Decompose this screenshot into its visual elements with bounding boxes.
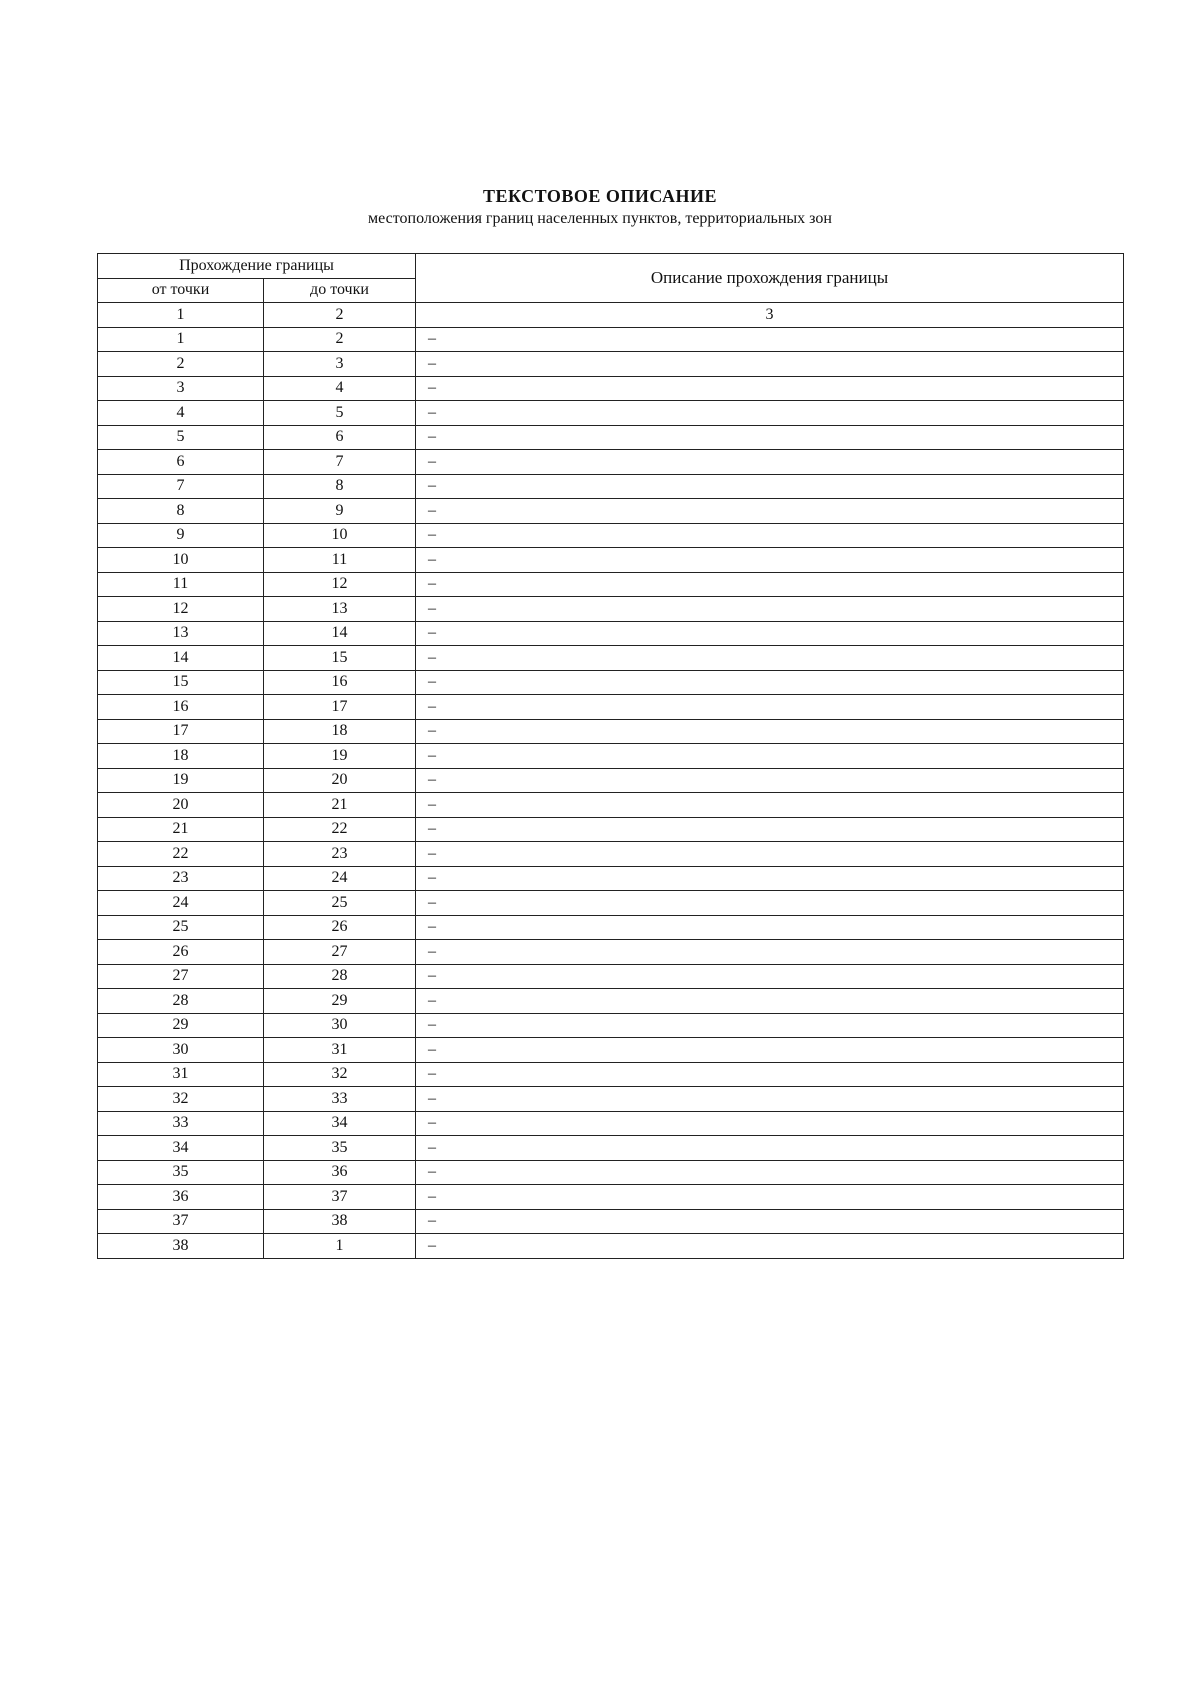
to-point-cell: 24 xyxy=(264,866,416,891)
from-point-cell: 15 xyxy=(98,670,264,695)
from-point-cell: 28 xyxy=(98,989,264,1014)
description-cell: – xyxy=(416,891,1124,916)
to-point-cell: 13 xyxy=(264,597,416,622)
description-cell: – xyxy=(416,450,1124,475)
description-cell: – xyxy=(416,401,1124,426)
to-point-cell: 1 xyxy=(264,1234,416,1259)
to-point-cell: 26 xyxy=(264,915,416,940)
to-point-cell: 2 xyxy=(264,327,416,352)
to-point-cell: 27 xyxy=(264,940,416,965)
description-cell: – xyxy=(416,621,1124,646)
table-row xyxy=(98,425,1124,450)
description-cell: – xyxy=(416,940,1124,965)
table-row xyxy=(98,621,1124,646)
description-cell: – xyxy=(416,376,1124,401)
description-cell: – xyxy=(416,597,1124,622)
description-cell: – xyxy=(416,1209,1124,1234)
table-row xyxy=(98,352,1124,377)
to-point-cell: 34 xyxy=(264,1111,416,1136)
col-number-2: 2 xyxy=(264,303,416,328)
description-cell: – xyxy=(416,842,1124,867)
from-point-cell: 6 xyxy=(98,450,264,475)
description-cell: – xyxy=(416,793,1124,818)
description-cell: – xyxy=(416,866,1124,891)
from-point-cell: 36 xyxy=(98,1185,264,1210)
from-point-cell: 4 xyxy=(98,401,264,426)
table-row xyxy=(98,719,1124,744)
from-point-cell: 14 xyxy=(98,646,264,671)
description-cell: – xyxy=(416,1136,1124,1161)
table-row xyxy=(98,891,1124,916)
from-point-cell: 19 xyxy=(98,768,264,793)
from-point-cell: 38 xyxy=(98,1234,264,1259)
to-point-cell: 15 xyxy=(264,646,416,671)
col-header-from-point: от точки xyxy=(98,278,264,303)
table-row xyxy=(98,1038,1124,1063)
table-row xyxy=(98,1185,1124,1210)
col-number-3: 3 xyxy=(416,303,1124,328)
table-row xyxy=(98,768,1124,793)
to-point-cell: 6 xyxy=(264,425,416,450)
to-point-cell: 17 xyxy=(264,695,416,720)
to-point-cell: 29 xyxy=(264,989,416,1014)
from-point-cell: 23 xyxy=(98,866,264,891)
from-point-cell: 5 xyxy=(98,425,264,450)
to-point-cell: 22 xyxy=(264,817,416,842)
description-cell: – xyxy=(416,1013,1124,1038)
from-point-cell: 35 xyxy=(98,1160,264,1185)
to-point-cell: 32 xyxy=(264,1062,416,1087)
description-cell: – xyxy=(416,1087,1124,1112)
table-row xyxy=(98,327,1124,352)
description-cell: – xyxy=(416,817,1124,842)
table-row xyxy=(98,964,1124,989)
table-row xyxy=(98,450,1124,475)
from-point-cell: 25 xyxy=(98,915,264,940)
description-cell: – xyxy=(416,1160,1124,1185)
table-header xyxy=(98,254,1124,328)
description-cell: – xyxy=(416,964,1124,989)
table-row xyxy=(98,474,1124,499)
description-cell: – xyxy=(416,1234,1124,1259)
to-point-cell: 4 xyxy=(264,376,416,401)
table-row xyxy=(98,915,1124,940)
to-point-cell: 33 xyxy=(264,1087,416,1112)
col-header-to-point: до точки xyxy=(264,278,416,303)
document-title: ТЕКСТОВОЕ ОПИСАНИЕ xyxy=(482,186,717,206)
from-point-cell: 20 xyxy=(98,793,264,818)
description-cell: – xyxy=(416,523,1124,548)
table-row xyxy=(98,793,1124,818)
table-row xyxy=(98,1111,1124,1136)
from-point-cell: 10 xyxy=(98,548,264,573)
col-header-description: Описание прохождения границы xyxy=(416,254,1124,303)
table-row xyxy=(98,376,1124,401)
table-row xyxy=(98,499,1124,524)
description-cell: – xyxy=(416,719,1124,744)
from-point-cell: 17 xyxy=(98,719,264,744)
description-cell: – xyxy=(416,915,1124,940)
table-row xyxy=(98,646,1124,671)
to-point-cell: 25 xyxy=(264,891,416,916)
from-point-cell: 34 xyxy=(98,1136,264,1161)
table-row xyxy=(98,597,1124,622)
from-point-cell: 12 xyxy=(98,597,264,622)
from-point-cell: 8 xyxy=(98,499,264,524)
table-body xyxy=(98,327,1124,1258)
description-cell: – xyxy=(416,327,1124,352)
document-subtitle: местоположения границ населенных пунктов, территориальных зон xyxy=(368,210,832,227)
description-cell: – xyxy=(416,1185,1124,1210)
table-row xyxy=(98,401,1124,426)
table-row xyxy=(98,1160,1124,1185)
table-row xyxy=(98,842,1124,867)
group-header-boundary: Прохождение границы xyxy=(98,254,416,279)
to-point-cell: 31 xyxy=(264,1038,416,1063)
to-point-cell: 14 xyxy=(264,621,416,646)
description-cell: – xyxy=(416,352,1124,377)
description-cell: – xyxy=(416,989,1124,1014)
from-point-cell: 26 xyxy=(98,940,264,965)
to-point-cell: 12 xyxy=(264,572,416,597)
description-cell: – xyxy=(416,474,1124,499)
from-point-cell: 32 xyxy=(98,1087,264,1112)
table-row xyxy=(98,940,1124,965)
col-number-1: 1 xyxy=(98,303,264,328)
table-row xyxy=(98,744,1124,769)
table-row xyxy=(98,695,1124,720)
description-cell: – xyxy=(416,425,1124,450)
from-point-cell: 22 xyxy=(98,842,264,867)
table-row xyxy=(98,548,1124,573)
description-cell: – xyxy=(416,572,1124,597)
description-cell: – xyxy=(416,1038,1124,1063)
to-point-cell: 16 xyxy=(264,670,416,695)
table-row xyxy=(98,572,1124,597)
to-point-cell: 10 xyxy=(264,523,416,548)
table-row xyxy=(98,1234,1124,1259)
to-point-cell: 11 xyxy=(264,548,416,573)
to-point-cell: 23 xyxy=(264,842,416,867)
from-point-cell: 7 xyxy=(98,474,264,499)
description-cell: – xyxy=(416,1062,1124,1087)
to-point-cell: 28 xyxy=(264,964,416,989)
to-point-cell: 18 xyxy=(264,719,416,744)
to-point-cell: 5 xyxy=(264,401,416,426)
table-row xyxy=(98,1062,1124,1087)
boundary-table xyxy=(97,253,1124,1259)
table-row xyxy=(98,989,1124,1014)
to-point-cell: 21 xyxy=(264,793,416,818)
table-row xyxy=(98,1013,1124,1038)
to-point-cell: 30 xyxy=(264,1013,416,1038)
description-cell: – xyxy=(416,548,1124,573)
from-point-cell: 37 xyxy=(98,1209,264,1234)
from-point-cell: 29 xyxy=(98,1013,264,1038)
to-point-cell: 8 xyxy=(264,474,416,499)
from-point-cell: 21 xyxy=(98,817,264,842)
to-point-cell: 38 xyxy=(264,1209,416,1234)
description-cell: – xyxy=(416,744,1124,769)
from-point-cell: 30 xyxy=(98,1038,264,1063)
from-point-cell: 16 xyxy=(98,695,264,720)
from-point-cell: 9 xyxy=(98,523,264,548)
table-row xyxy=(98,866,1124,891)
to-point-cell: 3 xyxy=(264,352,416,377)
to-point-cell: 7 xyxy=(264,450,416,475)
description-cell: – xyxy=(416,646,1124,671)
from-point-cell: 18 xyxy=(98,744,264,769)
description-cell: – xyxy=(416,670,1124,695)
from-point-cell: 11 xyxy=(98,572,264,597)
description-cell: – xyxy=(416,1111,1124,1136)
from-point-cell: 13 xyxy=(98,621,264,646)
to-point-cell: 19 xyxy=(264,744,416,769)
from-point-cell: 1 xyxy=(98,327,264,352)
from-point-cell: 3 xyxy=(98,376,264,401)
to-point-cell: 36 xyxy=(264,1160,416,1185)
table-row xyxy=(98,1209,1124,1234)
from-point-cell: 2 xyxy=(98,352,264,377)
table-row xyxy=(98,1087,1124,1112)
table-row xyxy=(98,670,1124,695)
from-point-cell: 31 xyxy=(98,1062,264,1087)
description-cell: – xyxy=(416,499,1124,524)
from-point-cell: 24 xyxy=(98,891,264,916)
table-row xyxy=(98,523,1124,548)
to-point-cell: 9 xyxy=(264,499,416,524)
description-cell: – xyxy=(416,768,1124,793)
table-row xyxy=(98,817,1124,842)
to-point-cell: 37 xyxy=(264,1185,416,1210)
to-point-cell: 20 xyxy=(264,768,416,793)
from-point-cell: 27 xyxy=(98,964,264,989)
from-point-cell: 33 xyxy=(98,1111,264,1136)
table-row xyxy=(98,1136,1124,1161)
to-point-cell: 35 xyxy=(264,1136,416,1161)
description-cell: – xyxy=(416,695,1124,720)
